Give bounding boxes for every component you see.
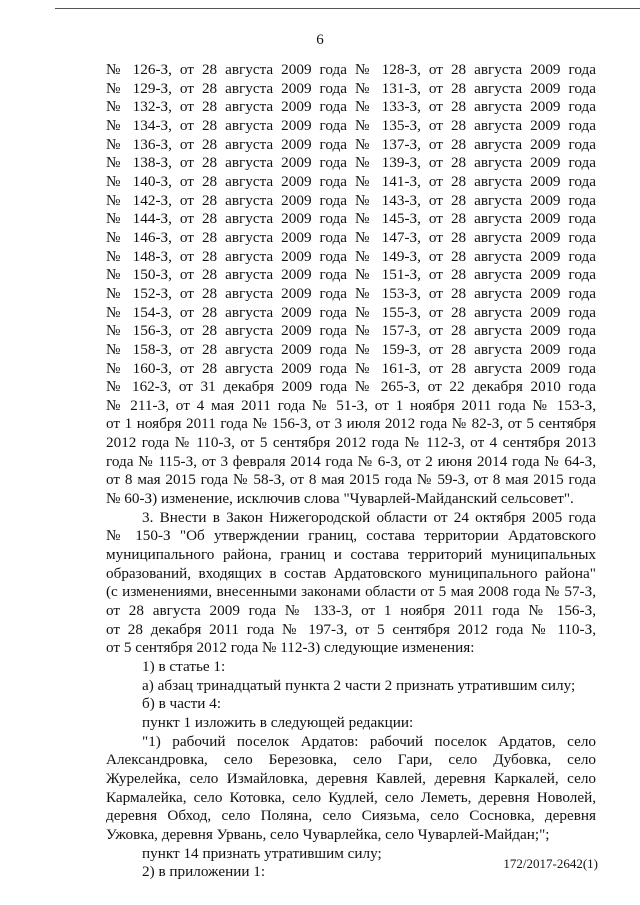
text-line: Журелейка, село Измайловка, деревня Кавлей, деревня Каркалей, село: [106, 769, 596, 787]
text-line: б) в части 4:: [142, 695, 222, 713]
text-line: № 146-З, от 28 августа 2009 года № 147-З, от 28 августа 2009 года: [106, 228, 596, 246]
body-text: [106, 61, 596, 882]
text-line: (с изменениями, внесенными законами области от 5 мая 2008 года № 57-З,: [106, 583, 596, 601]
text-line: № 134-З, от 28 августа 2009 года № 135-З, от 28 августа 2009 года: [106, 116, 596, 134]
top-border-line: [55, 8, 640, 9]
text-line: а) абзац тринадцатый пункта 2 части 2 признать утратившим силу;: [142, 676, 576, 694]
text-line: № 150-З "Об утверждении границ, состава территории Ардатовского: [106, 527, 596, 545]
text-line: от 28 августа 2009 года № 133-З, от 1 ноября 2011 года № 156-З,: [106, 602, 596, 620]
text-line: № 60-З) изменение, исключив слова "Чуварлей-Майданский сельсовет".: [106, 490, 574, 508]
page-number: 6: [316, 32, 324, 48]
text-line: от 5 сентября 2012 года № 112-З) следующие изменения:: [106, 639, 475, 657]
text-line: "1) рабочий поселок Ардатов: рабочий поселок Ардатов, село: [142, 732, 596, 750]
text-line: № 150-З, от 28 августа 2009 года № 151-З, от 28 августа 2009 года: [106, 266, 596, 284]
text-line: № 142-З, от 28 августа 2009 года № 143-З, от 28 августа 2009 года: [106, 191, 596, 209]
text-line: № 148-З, от 28 августа 2009 года № 149-З, от 28 августа 2009 года: [106, 247, 596, 265]
text-line: Ужовка, деревня Урвань, село Чуварлейка, село Чуварлей-Майдан;";: [106, 825, 550, 843]
text-line: года № 115-З, от 3 февраля 2014 года № 6-З, от 2 июня 2014 года № 64-З,: [106, 452, 596, 470]
text-line: № 144-З, от 28 августа 2009 года № 145-З, от 28 августа 2009 года: [106, 210, 596, 228]
text-line: образований, входящих в состав Ардатовского муниципального района": [106, 564, 596, 582]
document-code: 172/2017-2642(1): [503, 856, 598, 871]
text-line: 1) в статье 1:: [142, 658, 226, 675]
text-line: № 140-З, от 28 августа 2009 года № 141-З, от 28 августа 2009 года: [106, 172, 596, 190]
text-line: муниципального района, границ и состава территорий муниципальных: [106, 546, 596, 564]
text-line: № 138-З, от 28 августа 2009 года № 139-З, от 28 августа 2009 года: [106, 154, 596, 172]
text-line: пункт 1 изложить в следующей редакции:: [142, 713, 414, 731]
text-line: № 211-З, от 4 мая 2011 года № 51-З, от 1 ноября 2011 года № 153-З,: [106, 396, 596, 414]
text-line: 2012 года № 110-З, от 5 сентября 2012 года № 112-З, от 4 сентября 2013: [106, 434, 596, 452]
text-line: деревня Обход, село Поляна, село Сиязьма, село Сосновка, деревня: [106, 807, 596, 825]
text-line: № 136-З, от 28 августа 2009 года № 137-З, от 28 августа 2009 года: [106, 135, 596, 153]
text-line: пункт 14 признать утратившим силу;: [142, 844, 382, 862]
text-line: 3. Внести в Закон Нижегородской области от 24 октября 2005 года: [142, 508, 596, 526]
text-line: Кармалейка, село Котовка, село Кудлей, село Леметь, деревня Новолей,: [106, 788, 596, 806]
text-line: № 152-З, от 28 августа 2009 года № 153-З, от 28 августа 2009 года: [106, 284, 596, 302]
text-line: 2) в приложении 1:: [142, 863, 266, 881]
text-line: № 156-З, от 28 августа 2009 года № 157-З, от 28 августа 2009 года: [106, 322, 596, 340]
text-line: № 126-З, от 28 августа 2009 года № 128-З, от 28 августа 2009 года: [106, 61, 596, 78]
text-line: № 154-З, от 28 августа 2009 года № 155-З, от 28 августа 2009 года: [106, 303, 596, 321]
text-line: от 28 декабря 2011 года № 197-З, от 5 сентября 2012 года № 110-З,: [106, 620, 596, 638]
text-line: № 129-З, от 28 августа 2009 года № 131-З, от 28 августа 2009 года: [106, 79, 596, 97]
text-line: № 162-З, от 31 декабря 2009 года № 265-З, от 22 декабря 2010 года: [106, 378, 596, 396]
text-line: Александровка, село Березовка, село Гари, село Дубовка, село: [106, 751, 596, 769]
text-line: от 8 мая 2015 года № 58-З, от 8 мая 2015 года № 59-З, от 8 мая 2015 года: [106, 471, 596, 489]
text-line: от 1 ноября 2011 года № 156-З, от 3 июля 2012 года № 82-З, от 5 сентября: [106, 415, 596, 433]
text-line: № 160-З, от 28 августа 2009 года № 161-З, от 28 августа 2009 года: [106, 359, 596, 377]
text-line: № 132-З, от 28 августа 2009 года № 133-З, от 28 августа 2009 года: [106, 98, 596, 116]
text-line: № 158-З, от 28 августа 2009 года № 159-З, от 28 августа 2009 года: [106, 340, 596, 358]
